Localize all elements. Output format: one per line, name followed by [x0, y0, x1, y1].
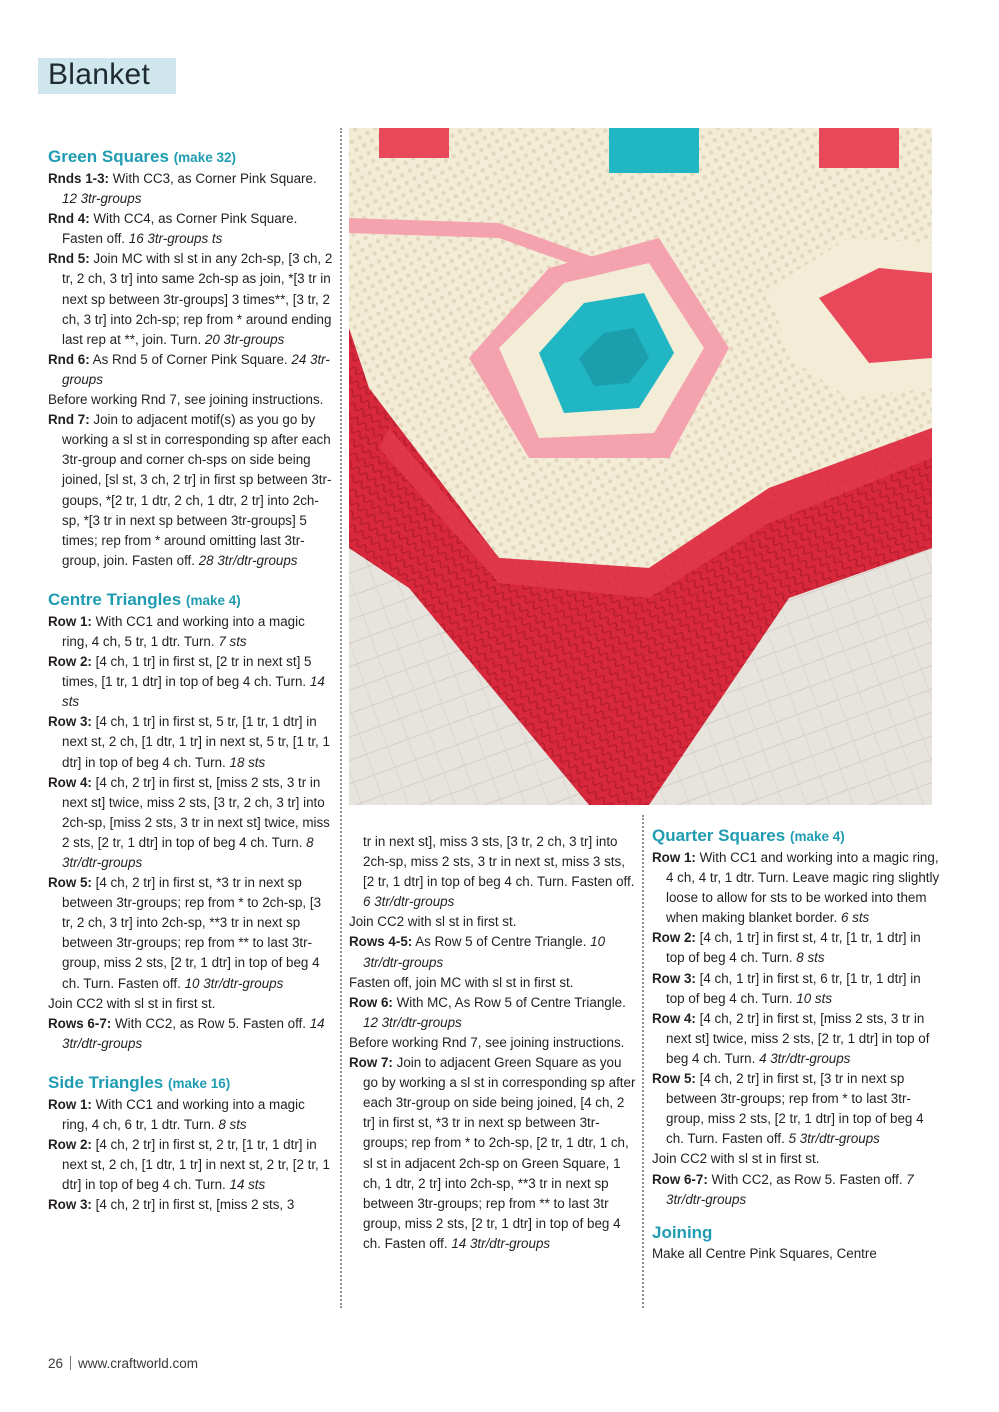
instruction: Row 1: With CC1 and working into a magic ring, 4 ch, 6 tr, 1 dtr. Turn. 8 sts [48, 1096, 305, 1133]
instruction: Rows 4-5: As Row 5 of Centre Triangle. 10 3tr/dtr-groups [349, 934, 606, 970]
page-footer [48, 1356, 198, 1371]
footer-divider [70, 1356, 71, 1370]
instruction: Row 4: [4 ch, 2 tr] in first st, [miss 2 sts, 3 tr in next st] twice, miss 2 sts, [3 tr, 2 ch, 3 tr] into 2ch-sp, [miss 2 sts, 3 tr in next st] twice, miss 2 sts, [2 tr, 1 dtr] in top of beg 4 ch. Turn. 8 3tr/dtr-groups [48, 774, 330, 870]
column-divider [642, 815, 644, 1308]
instruction: Row 7: Join to adjacent Green Square as you go by working a sl st in corresponding sp after each 3tr-group on side being joined, [4 ch, 2 tr] in first st, *3 tr in next sp between 3tr-groups; rep from * to 2ch-sp, [2 tr, 1 dtr, 1 ch, sl st in adjacent 2ch-sp on Green Square, 1 ch, 1 dtr, 2 tr] into 2ch-sp, **3 tr in next sp between 3tr-groups; rep from ** to last 3tr group, miss 2 sts, [2 tr, 1 dtr] in top of beg 4 ch. Fasten off. 14 3tr/dtr-groups [349, 1055, 636, 1251]
blanket-photo [349, 128, 932, 805]
note: Before working Rnd 7, see joining instructions. [349, 1034, 625, 1050]
instruction: Row 6-7: With CC2, as Row 5. Fasten off. 7 3tr/dtr-groups [652, 1171, 914, 1207]
instruction: Rnd 6: As Rnd 5 of Corner Pink Square. 24 3tr-groups [48, 351, 330, 387]
continued-text: tr in next st], miss 3 sts, [3 tr, 2 ch, 3 tr] into 2ch-sp, miss 2 sts, 3 tr in next st, miss 3 sts, [2 tr, 1 dtr] in top of beg 4 ch. Turn. Fasten off. 6 3tr/dtr-groups [363, 834, 635, 910]
instruction: Row 3: [4 ch, 2 tr] in first st, [miss 2 sts, 3 [48, 1197, 295, 1213]
instruction: Row 5: [4 ch, 2 tr] in first st, *3 tr in next sp between 3tr-groups; rep from * to 2ch-sp, [3 tr, 2 ch, 3 tr] into 2ch-sp, **3 tr in next sp between 3tr-groups; rep from ** to last 3tr-group, miss 2 sts, [2 tr, 1 dtr] in top of beg 4 ch. Turn. Fasten off. 10 3tr/dtr-groups [48, 875, 322, 991]
instruction: Row 5: [4 ch, 2 tr] in first st, [3 tr in next sp between 3tr-groups; rep from * to last 3tr-group, miss 2 sts, [2 tr, 1 dtr] in top of beg 4 ch. Turn. Fasten off. 5 3tr/dtr-groups [652, 1071, 924, 1147]
website-link[interactable]: www.craftworld.com [78, 1356, 199, 1371]
instruction: Rnds 1-3: With CC3, as Corner Pink Square. 12 3tr-groups [48, 171, 317, 207]
instruction: Row 1: With CC1 and working into a magic ring, 4 ch, 5 tr, 1 dtr. Turn. 7 sts [48, 613, 305, 649]
instruction: Row 2: [4 ch, 2 tr] in first st, 2 tr, [1 tr, 1 dtr] in next st, 2 ch, [1 dtr, 1 tr] in next st, 2 tr, [2 tr, 1 dtr] in top of beg 4 ch. Turn. 14 sts [48, 1137, 330, 1193]
instruction: Row 6: With MC, As Row 5 of Centre Triangle. 12 3tr/dtr-groups [349, 994, 626, 1030]
section-heading: Centre Triangles (make 4) [48, 589, 241, 609]
note: Join CC2 with sl st in first st. [652, 1151, 820, 1167]
section-heading: Joining [652, 1222, 713, 1242]
note: Join CC2 with sl st in first st. [48, 995, 216, 1011]
column-3 [652, 825, 942, 1264]
column-1 [48, 146, 334, 1216]
page-title: Blanket [48, 58, 151, 91]
section-heading: Quarter Squares (make 4) [652, 826, 845, 845]
instruction: Rnd 7: Join to adjacent motif(s) as you go by working a sl st in corresponding sp after each 3tr-group and corner ch-sps on side being joined, [sl st, 3 ch, 2 tr] in first sp between 3tr-goups, *[2 tr, 1 dtr, 2 ch, 1 dtr, 2 tr] into 2ch-sp, *[3 tr in next sp between 3tr-groups] 5 times; rep from * around omitting last 3tr-group, join. Fasten off. 28 3tr/dtr-groups [48, 412, 332, 568]
instruction: Row 3: [4 ch, 1 tr] in first st, 5 tr, [1 tr, 1 dtr] in next st, 2 ch, [1 dtr, 1 tr] in next st, 5 tr, [1 tr, 1 dtr] in top of beg 4 ch. Turn. 18 sts [48, 714, 330, 770]
instruction: Rnd 4: With CC4, as Corner Pink Square. Fasten off. 16 3tr-groups ts [48, 211, 298, 247]
instruction: Row 4: [4 ch, 2 tr] in first st, [miss 2 sts, 3 tr in next st] twice, miss 2 sts, [2 tr, 1 dtr] in top of beg 4 ch. Turn. 4 3tr/dtr-groups [652, 1010, 930, 1066]
continued-text: [4 ch, 2 tr] in first st, [miss 2 sts, 3 [95, 1197, 295, 1213]
instruction: Rnd 5: Join MC with sl st in any 2ch-sp, [3 ch, 2 tr, 2 ch, 3 tr] into same 2ch-sp as join, *[3 tr in next sp between 3tr-groups] 3 times**, [3 tr, 2 ch, 3 tr] into 2ch-sp; rep from * around ending last rep at **, join. Turn. 20 3tr-groups [48, 251, 333, 347]
instruction: Row 2: [4 ch, 1 tr] in first st, [2 tr in next st] 5 times, [1 tr, 1 dtr] in top of beg 4 ch. Turn. 14 sts [48, 654, 325, 710]
instruction: Rows 6-7: With CC2, as Row 5. Fasten off. 14 3tr/dtr-groups [48, 1015, 325, 1051]
column-2 [349, 832, 637, 1254]
note: Join CC2 with sl st in first st. [349, 914, 517, 930]
blanket-illustration [349, 128, 932, 805]
page-number: 26 [48, 1356, 64, 1371]
note: Before working Rnd 7, see joining instructions. [48, 392, 324, 408]
note: Fasten off, join MC with sl st in first st. [349, 974, 574, 990]
section-heading: Side Triangles (make 16) [48, 1072, 231, 1092]
instruction: Row 2: [4 ch, 1 tr] in first st, 4 tr, [1 tr, 1 dtr] in top of beg 4 ch. Turn. 8 sts [652, 930, 921, 966]
instruction: Row 3: [4 ch, 1 tr] in first st, 6 tr, [1 tr, 1 dtr] in top of beg 4 ch. Turn. 10 sts [652, 970, 921, 1006]
note: Make all Centre Pink Squares, Centre [652, 1245, 877, 1261]
section-heading: Green Squares (make 32) [48, 147, 236, 166]
instruction: Row 1: With CC1 and working into a magic ring, 4 ch, 4 tr, 1 dtr. Turn. Leave magic ring slightly loose to allow for sts to be worked into them when making blanket border. 6 sts [652, 850, 940, 926]
column-divider [340, 128, 342, 1308]
